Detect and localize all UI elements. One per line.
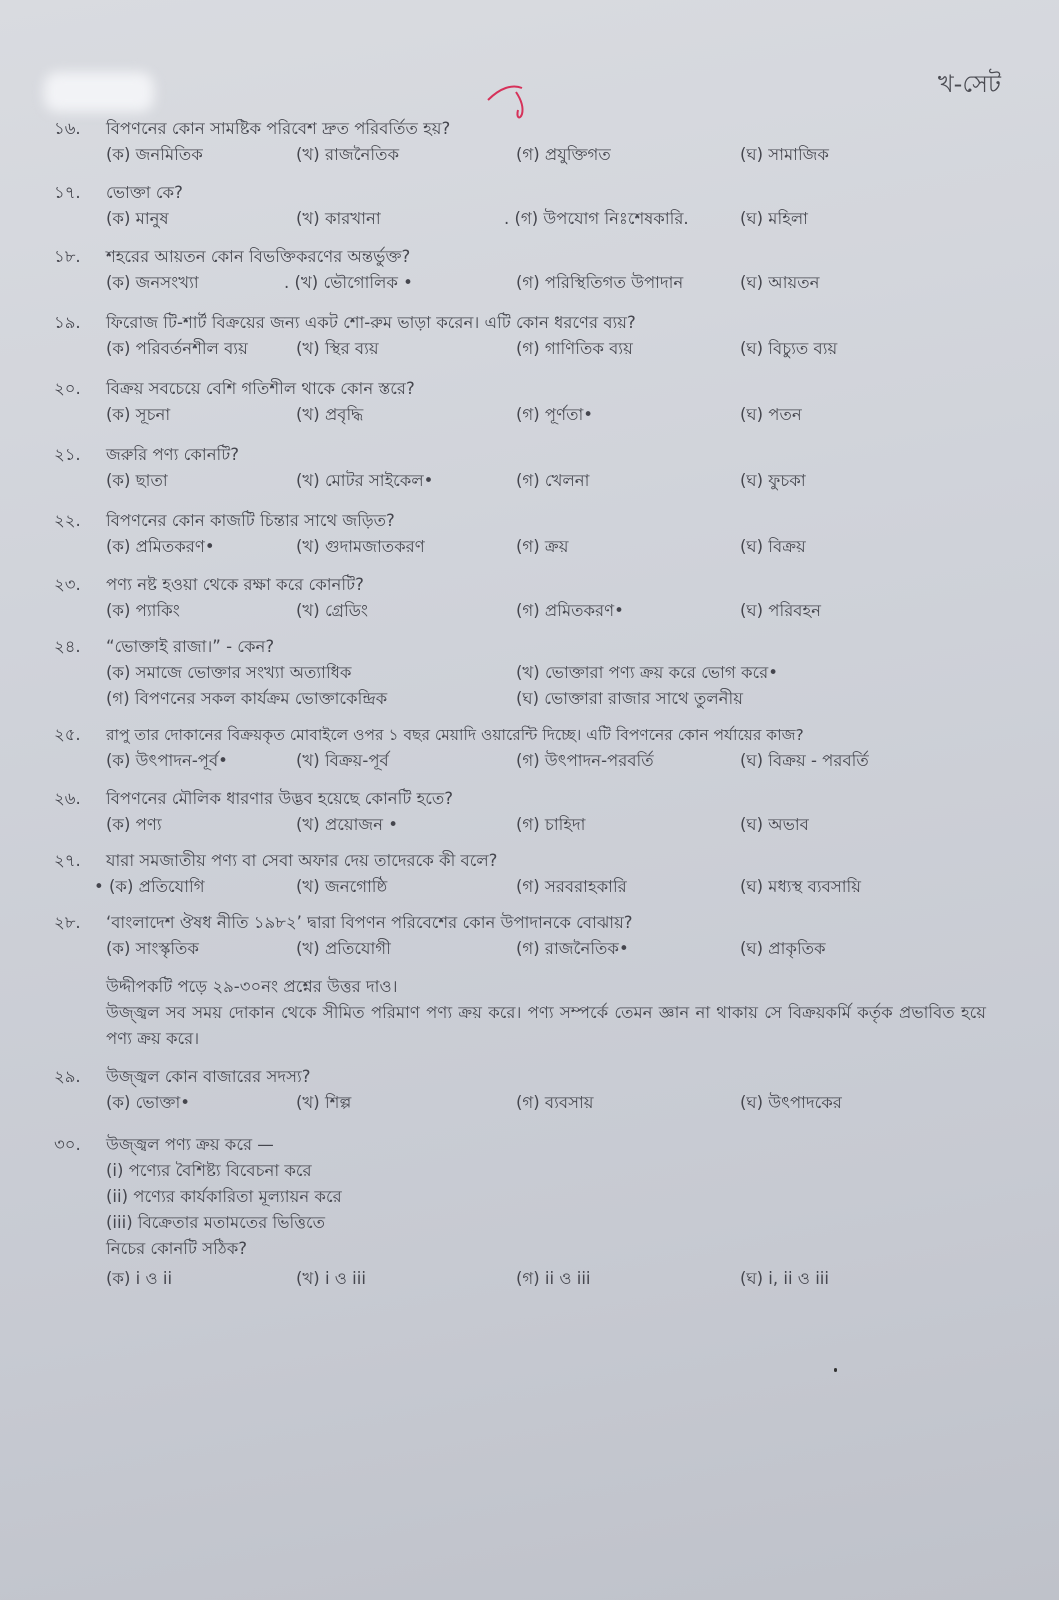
question-number: ২১.	[54, 445, 81, 464]
option-ka: (ক) সমাজে ভোক্তার সংখ্যা অত্যাধিক	[106, 663, 352, 682]
option-gha: (ঘ) মধ্যস্থ ব্যবসায়ি	[740, 877, 861, 896]
option-kha: (খ) প্রয়োজন •	[296, 815, 398, 834]
option-gha: (ঘ) আয়তন	[740, 273, 820, 292]
question-stem: ‘বাংলাদেশ ঔষধ নীতি ১৯৮২’ দ্বারা বিপণন পরিবেশের কোন উপাদানকে বোঝায়?	[106, 913, 633, 932]
option-kha: (খ) জনগোষ্ঠি	[296, 877, 388, 896]
option-gha: (ঘ) প্রাকৃতিক	[740, 939, 826, 958]
option-ga: (গ) প্রযুক্তিগত	[516, 145, 611, 164]
option-gha: (ঘ) পরিবহন	[740, 601, 822, 620]
ink-speck	[834, 1368, 837, 1372]
question-22	[54, 508, 1014, 560]
option-ka: (ক) ছাতা	[106, 471, 168, 490]
redacted-name-patch	[44, 72, 154, 112]
question-25	[54, 722, 1014, 774]
question-24	[54, 634, 1014, 712]
question-number: ২৫.	[54, 725, 81, 744]
option-gha: (ঘ) ভোক্তারা রাজার সাথে তুলনীয়	[516, 689, 743, 708]
question-number: ২৭.	[54, 851, 81, 870]
option-gha: (ঘ) পতন	[740, 405, 802, 424]
option-gha: (ঘ) ফুচকা	[740, 471, 806, 490]
question-stem: পণ্য নষ্ট হওয়া থেকে রক্ষা করে কোনটি?	[106, 575, 364, 594]
question-number: ৩০.	[54, 1135, 81, 1154]
question-stem: উজ্জ্বল পণ্য ক্রয় করে —	[106, 1135, 274, 1154]
question-number: ১৯.	[54, 313, 81, 332]
option-ka: (ক) পরিবর্তনশীল ব্যয়	[106, 339, 248, 358]
question-stem: উজ্জ্বল কোন বাজারের সদস্য?	[106, 1067, 311, 1086]
option-ga: (গ) সরবরাহকারি	[516, 877, 627, 896]
stimulus-passage	[106, 974, 986, 1052]
option-kha: (খ) প্রবৃদ্ধি	[296, 405, 364, 424]
option-kha: (খ) মোটর সাইকেল•	[296, 471, 434, 490]
option-kha: . (খ) ভৌগোলিক •	[284, 273, 413, 292]
option-ga: (গ) খেলনা	[516, 471, 590, 490]
question-stem: বিপণনের মৌলিক ধারণার উদ্ভব হয়েছে কোনটি হতে?	[106, 789, 454, 808]
question-28	[54, 910, 1014, 962]
option-ka: (ক) সূচনা	[106, 405, 171, 424]
question-29	[54, 1064, 1014, 1116]
option-ga: (গ) রাজনৈতিক•	[516, 939, 629, 958]
option-ka: (ক) সাংস্কৃতিক	[106, 939, 199, 958]
option-ka: • (ক) প্রতিযোগি	[94, 877, 205, 896]
option-ga: (গ) উৎপাদন-পরবর্তি	[516, 751, 654, 770]
option-kha: (খ) রাজনৈতিক	[296, 145, 400, 164]
option-gha: (ঘ) বিক্রয়	[740, 537, 806, 556]
question-prompt: নিচের কোনটি সঠিক?	[106, 1239, 247, 1258]
question-number: ২৪.	[54, 637, 81, 656]
question-26	[54, 786, 1014, 838]
question-23	[54, 572, 1014, 624]
option-ka: (ক) পণ্য	[106, 815, 162, 834]
question-17	[54, 180, 1014, 232]
option-ga: (গ) চাহিদা	[516, 815, 586, 834]
question-19	[54, 310, 1014, 362]
option-ga: (গ) ক্রয়	[516, 537, 569, 556]
option-ga: . (গ) উপযোগ নিঃশেষকারি.	[504, 209, 689, 228]
question-stem: “ভোক্তাই রাজা।” - কেন?	[106, 637, 275, 656]
question-16	[54, 116, 1014, 168]
question-stem: শহরের আয়তন কোন বিভক্তিকরণের অন্তর্ভুক্ত?	[106, 247, 411, 266]
question-number: ২০.	[54, 379, 81, 398]
option-gha: (ঘ) মহিলা	[740, 209, 808, 228]
question-number: ২৯.	[54, 1067, 81, 1086]
option-kha: (খ) গ্রেডিং	[296, 601, 368, 620]
option-kha: (খ) i ও iii	[296, 1269, 366, 1288]
option-ga: (গ) পরিস্থিতিগত উপাদান	[516, 273, 684, 292]
passage-heading: উদ্দীপকটি পড়ে ২৯-৩০নং প্রশ্নের উত্তর দাও।	[106, 977, 398, 996]
question-number: ১৭.	[54, 183, 81, 202]
option-ga: (গ) গাণিতিক ব্যয়	[516, 339, 633, 358]
statement-ii: (ii) পণ্যের কার্যকারিতা মূল্যায়ন করে	[106, 1187, 342, 1206]
question-stem: ফিরোজ টি-শার্ট বিক্রয়ের জন্য একট শো-রুম ভাড়া করেন। এটি কোন ধরণের ব্যয়?	[106, 313, 636, 332]
question-20	[54, 376, 1014, 428]
passage-body: উজ্জ্বল সব সময় দোকান থেকে সীমিত পরিমাণ পণ্য ক্রয় করে। পণ্য সম্পর্কে তেমন জ্ঞান না থাকায় সে বিক্রয়কর্মি কর্তৃক প্রভাবিত হয়ে পণ্য ক্রয় করে।	[106, 1003, 986, 1048]
question-number: ২৮.	[54, 913, 81, 932]
option-ka: (ক) ভোক্তা•	[106, 1093, 190, 1112]
option-gha: (ঘ) উৎপাদকের	[740, 1093, 842, 1112]
option-kha: (খ) প্রতিযোগী	[296, 939, 391, 958]
option-kha: (খ) ভোক্তারা পণ্য ক্রয় করে ভোগ করে•	[516, 663, 778, 682]
question-number: ১৬.	[54, 119, 81, 138]
option-ga: (গ) প্রমিতকরণ•	[516, 601, 624, 620]
statement-iii: (iii) বিক্রেতার মতামতের ভিত্তিতে	[106, 1213, 326, 1232]
option-kha: (খ) বিক্রয়-পূর্ব	[296, 751, 389, 770]
option-ka: (ক) জনসংখ্যা	[106, 273, 199, 292]
question-stem: যারা সমজাতীয় পণ্য বা সেবা অফার দেয় তাদেরকে কী বলে?	[106, 851, 498, 870]
option-ga: (গ) ii ও iii	[516, 1269, 591, 1288]
option-ga: (গ) ব্যবসায়	[516, 1093, 594, 1112]
question-number: ২৩.	[54, 575, 81, 594]
option-ga: (গ) পূর্ণতা•	[516, 405, 594, 424]
option-gha: (ঘ) সামাজিক	[740, 145, 829, 164]
question-stem: বিপণনের কোন কাজটি চিন্তার সাথে জড়িত?	[106, 511, 395, 530]
option-ga: (গ) বিপণনের সকল কার্যক্রম ভোক্তাকেন্দ্রিক	[106, 689, 388, 708]
question-stem: বিপণনের কোন সামষ্টিক পরিবেশ দ্রুত পরিবর্তিত হয়?	[106, 119, 451, 138]
option-ka: (ক) প্রমিতকরণ•	[106, 537, 215, 556]
option-gha: (ঘ) অভাব	[740, 815, 809, 834]
question-stem: রাপু তার দোকানের বিক্রয়কৃত মোবাইলে ওপর ১ বছর মেয়াদি ওয়ারেন্টি দিচ্ছে। এটি বিপণনের কোন পর্যায়ের কাজ?	[106, 726, 804, 744]
option-ka: (ক) জনমিতিক	[106, 145, 203, 164]
option-kha: (খ) কারখানা	[296, 209, 381, 228]
option-kha: (খ) শিল্প	[296, 1093, 352, 1112]
option-ka: (ক) প্যাকিং	[106, 601, 180, 620]
question-number: ২২.	[54, 511, 81, 530]
option-gha: (ঘ) i, ii ও iii	[740, 1269, 829, 1288]
option-ka: (ক) i ও ii	[106, 1269, 173, 1288]
question-stem: ভোক্তা কে?	[106, 183, 183, 202]
option-kha: (খ) গুদামজাতকরণ	[296, 537, 425, 556]
option-gha: (ঘ) বিচ্যুত ব্যয়	[740, 339, 838, 358]
question-18	[54, 244, 1014, 296]
question-number: ২৬.	[54, 789, 81, 808]
option-kha: (খ) স্থির ব্যয়	[296, 339, 379, 358]
question-stem: বিক্রয় সবচেয়ে বেশি গতিশীল থাকে কোন স্তরে?	[106, 379, 415, 398]
question-stem: জরুরি পণ্য কোনটি?	[106, 445, 240, 464]
option-gha: (ঘ) বিক্রয় - পরবর্তি	[740, 751, 869, 770]
option-ka: (ক) উৎপাদন-পূর্ব•	[106, 751, 228, 770]
question-30	[54, 1132, 1014, 1292]
question-number: ১৮.	[54, 247, 81, 266]
option-ka: (ক) মানুষ	[106, 209, 169, 228]
statement-i: (i) পণ্যের বৈশিষ্ট্য বিবেচনা করে	[106, 1161, 312, 1180]
set-label: খ-সেট	[937, 70, 1001, 98]
question-27	[54, 848, 1014, 900]
question-21	[54, 442, 1014, 494]
